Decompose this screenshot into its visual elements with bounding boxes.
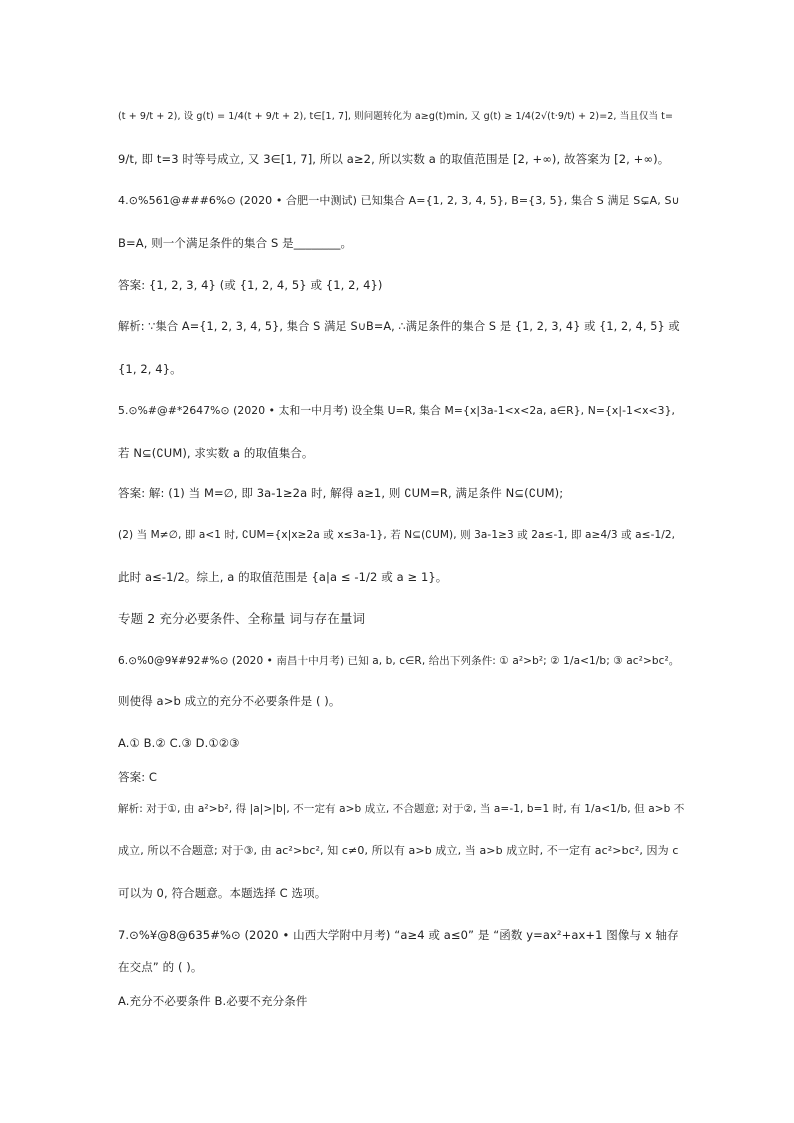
text-line: 9/t, 即 t=3 时等号成立, 又 3∈[1, 7], 所以 a≥2, 所以实数 a 的取值范围是 [2, +∞), 故答案为 [2, +∞)。	[118, 152, 670, 166]
question-5-stem: 5.⊙%#@#*2647%⊙ (2020 • 太和一中月考) 设全集 U=R, 集合 M={x|3a-1<x<2a, a∈R}, N={x|-1<x<3},	[118, 404, 676, 417]
answer-line: 答案: 解: (1) 当 M=∅, 即 3a-1≥2a 时, 解得 a≥1, 则 ∁UM=R, 满足条件 N⊆(∁UM);	[118, 486, 564, 500]
answer-line: 答案: {1, 2, 3, 4} (或 {1, 2, 4, 5} 或 {1, 2, 4})	[118, 278, 383, 292]
question-4-stem: 4.⊙%561@###6%⊙ (2020 • 合肥一中测试) 已知集合 A={1, 2, 3, 4, 5}, B={3, 5}, 集合 S 满足 S⊊A, S∪	[118, 194, 680, 207]
options-line: A.① B.② C.③ D.①②③	[118, 736, 240, 750]
text-line: {1, 2, 4}。	[118, 362, 182, 376]
section-heading: 专题 2 充分必要条件、全称量 词与存在量词	[118, 611, 366, 626]
text-line: 则使得 a>b 成立的充分不必要条件是 ( )。	[118, 694, 341, 708]
text-line: (2) 当 M≠∅, 即 a<1 时, ∁UM={x|x≥2a 或 x≤3a-1}, 若 N⊆(∁UM), 则 3a-1≥3 或 2a≤-1, 即 a≥4/3 或 a≤-1/2,	[118, 529, 676, 541]
text-line: 可以为 0, 符合题意。本题选择 C 选项。	[118, 886, 327, 900]
analysis-line: 解析: ∵集合 A={1, 2, 3, 4, 5}, 集合 S 满足 S∪B=A, ∴满足条件的集合 S 是 {1, 2, 3, 4} 或 {1, 2, 4, 5} 或	[118, 320, 680, 333]
text-line: 若 N⊆(∁UM), 求实数 a 的取值集合。	[118, 446, 314, 460]
text-line: (t + 9/t + 2), 设 g(t) = 1/4(t + 9/t + 2), t∈[1, 7], 则问题转化为 a≥g(t)min, 又 g(t) ≥ 1/4(2√(t·9/t) + 2)=2, 当且仅当 t=	[118, 111, 674, 122]
question-7-stem: 7.⊙%¥@8@635#%⊙ (2020 • 山西大学附中月考) “a≥4 或 a≤0” 是 “函数 y=ax²+ax+1 图像与 x 轴存	[118, 928, 679, 942]
analysis-line: 解析: 对于①, 由 a²>b², 得 |a|>|b|, 不一定有 a>b 成立, 不合题意; 对于②, 当 a=-1, b=1 时, 有 1/a<1/b, 但 a>b 不	[118, 803, 685, 815]
text-line: 在交点” 的 ( )。	[118, 960, 203, 974]
text-line: B=A, 则一个满足条件的集合 S 是________。	[118, 236, 353, 250]
answer-line: 答案: C	[118, 770, 158, 784]
text-line: 成立, 所以不合题意; 对于③, 由 ac²>bc², 知 c≠0, 所以有 a>b 成立, 当 a>b 成立时, 不一定有 ac²>bc², 因为 c	[118, 844, 679, 857]
text-line: 此时 a≤-1/2。综上, a 的取值范围是 {a|a ≤ -1/2 或 a ≥ 1}。	[118, 570, 448, 584]
options-line: A.充分不必要条件 B.必要不充分条件	[118, 994, 308, 1008]
question-6-stem: 6.⊙%0@9¥#92#%⊙ (2020 • 南昌十中月考) 已知 a, b, c∈R, 给出下列条件: ① a²>b²; ② 1/a<1/b; ③ ac²>bc²。	[118, 655, 680, 667]
